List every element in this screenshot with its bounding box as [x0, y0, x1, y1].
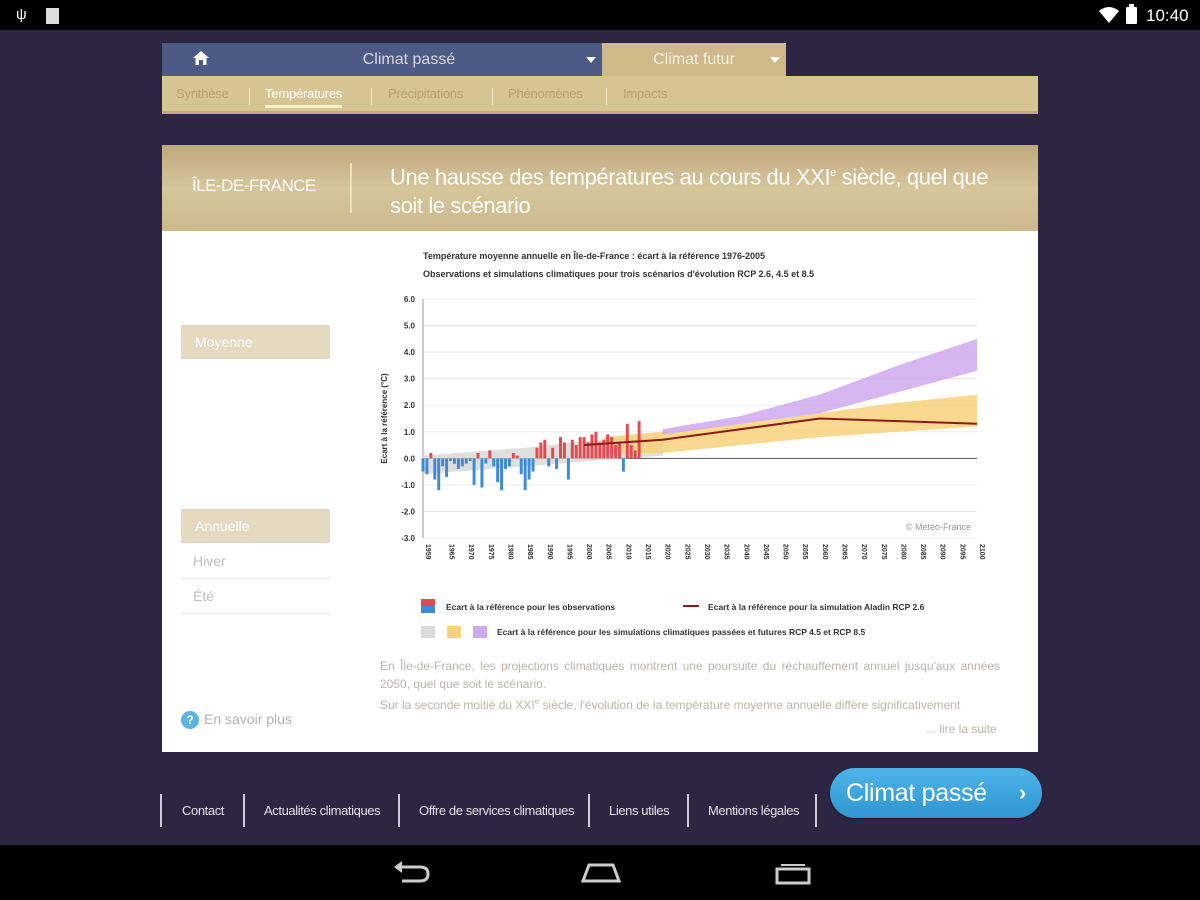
divider — [350, 163, 352, 213]
legend-label-aladin: Ecart à la référence pour la simulation Aladin RCP 2.6 — [708, 602, 925, 612]
observation-bar — [575, 445, 578, 458]
observation-bar — [634, 450, 637, 458]
x-tick-label: 2050 — [781, 544, 789, 560]
footer-link-mentions[interactable]: Mentions légales — [708, 803, 800, 818]
x-tick-label: 2025 — [683, 544, 691, 560]
x-tick-label: 2085 — [919, 544, 927, 560]
x-tick-label: 1980 — [506, 544, 514, 560]
more-info-label: En savoir plus — [204, 711, 292, 727]
legend-swatch-obs-blue — [421, 606, 435, 613]
tab-climat-futur-label: Climat futur — [653, 51, 735, 68]
x-tick-label: 2055 — [801, 544, 809, 560]
observation-bar — [473, 458, 476, 485]
observation-bar — [433, 458, 436, 479]
observation-bar — [480, 458, 483, 487]
divider — [249, 88, 250, 105]
observation-bar — [555, 458, 558, 469]
subnav-precipitations[interactable]: Précipitations — [388, 86, 464, 101]
home-nav-icon[interactable] — [579, 861, 623, 883]
observation-bar — [469, 458, 472, 461]
observation-bar — [524, 458, 527, 490]
observation-bar — [488, 450, 491, 458]
divider — [371, 88, 372, 105]
y-axis-label: Ecart à la référence (°C) — [380, 373, 389, 464]
climat-passe-button[interactable] — [830, 768, 1042, 818]
observation-bar — [539, 442, 542, 458]
x-tick-label: 2075 — [879, 544, 887, 560]
sdcard-icon — [46, 8, 59, 24]
chevron-right-icon: › — [1018, 780, 1026, 805]
x-tick-label: 2045 — [761, 544, 769, 560]
y-tick-label: -2.0 — [401, 507, 415, 517]
legend-label-obs: Ecart à la référence pour les observations — [446, 602, 616, 612]
legend-label-sims: Ecart à la référence pour les simulations climatiques passées et futures RCP 4.5 et RCP 8.5 — [497, 627, 866, 637]
help-icon: ? — [181, 711, 199, 729]
divider — [687, 794, 689, 827]
observation-bar — [532, 458, 535, 471]
observation-bar — [520, 458, 523, 474]
x-tick-label: 1990 — [545, 544, 553, 560]
divider — [492, 88, 493, 105]
chevron-down-icon — [770, 57, 780, 63]
observation-bar — [535, 448, 538, 459]
tab-climat-futur[interactable] — [602, 43, 786, 76]
y-tick-label: 4.0 — [403, 348, 415, 358]
y-tick-label: -1.0 — [401, 480, 415, 490]
x-tick-label: 2090 — [938, 544, 946, 560]
x-tick-label: 2070 — [860, 544, 868, 560]
home-icon — [192, 50, 210, 66]
x-tick-label: 2005 — [604, 544, 612, 560]
x-tick-label: 2020 — [663, 544, 671, 560]
description-paragraph: En Île-de-France, les projections climatiques montrent une poursuite du réchauffement annuel jusqu'aux années 2050, quel que soit le scénario. — [380, 659, 1000, 691]
x-tick-label: 1995 — [565, 544, 573, 560]
divider — [243, 794, 245, 827]
footer-link-liens[interactable]: Liens utiles — [609, 803, 670, 818]
footer-link-actualites[interactable]: Actualités climatiques — [264, 803, 381, 818]
cta-label: Climat passé — [846, 779, 987, 807]
observation-bar — [425, 458, 428, 474]
panel-header — [162, 145, 1038, 231]
observation-bar — [500, 458, 503, 490]
x-tick-label: 2030 — [702, 544, 710, 560]
x-tick-label: 2040 — [742, 544, 750, 560]
x-tick-label: 1985 — [526, 544, 534, 560]
observation-bar — [563, 442, 566, 458]
legend-swatch-grey — [421, 626, 435, 638]
observation-bar — [602, 440, 605, 459]
observation-bar — [453, 458, 456, 463]
more-info-link[interactable] — [181, 711, 292, 729]
observation-bar — [437, 458, 440, 490]
observation-bar — [492, 458, 495, 466]
description — [380, 657, 1000, 714]
observation-bar — [441, 458, 444, 466]
region-label: ÎLE-DE-FRANCE — [192, 176, 316, 195]
x-tick-label: 1970 — [467, 544, 475, 560]
status-bar — [0, 0, 1200, 30]
sub-navigation — [162, 76, 1038, 114]
description-paragraph: Sur la seconde moitié du XXIe siècle, l'évolution de la température moyenne annuelle diffère significativement — [380, 697, 961, 712]
divider — [398, 794, 400, 827]
observation-bar — [618, 442, 621, 458]
observation-bar — [622, 458, 625, 471]
divider — [160, 794, 162, 827]
page-title: Une hausse des températures au cours du XXIe siècle, quel que soit le scénario — [390, 164, 989, 219]
y-tick-label: 5.0 — [403, 321, 415, 331]
filter-annuelle[interactable]: Annuelle — [181, 509, 330, 543]
filter-hiver[interactable]: Hiver — [181, 544, 330, 579]
tab-home[interactable] — [162, 43, 240, 76]
observation-bar — [590, 434, 593, 458]
battery-icon — [1126, 7, 1137, 24]
x-tick-label: 2035 — [722, 544, 730, 560]
subnav-synthese[interactable]: Synthèse — [176, 86, 229, 101]
subnav-impacts[interactable]: Impacts — [623, 86, 668, 101]
wifi-icon — [1098, 5, 1120, 25]
observation-bar — [508, 458, 511, 466]
y-tick-label: -3.0 — [401, 534, 415, 543]
divider — [606, 88, 607, 105]
chart-canvas — [377, 245, 1007, 645]
filter-moyenne[interactable]: Moyenne — [181, 325, 330, 359]
observation-bar — [543, 440, 546, 459]
x-tick-label: 1975 — [486, 544, 494, 560]
x-tick-label: 2015 — [644, 544, 652, 560]
observation-bar — [630, 445, 633, 458]
x-tick-label: 2010 — [624, 544, 632, 560]
x-tick-label: 1965 — [447, 544, 455, 560]
footer-link-offre[interactable]: Offre de services climatiques — [419, 803, 575, 818]
clock: 10:40 — [1146, 6, 1189, 25]
observation-bar — [614, 445, 617, 458]
y-tick-label: 2.0 — [403, 401, 415, 411]
observation-bar — [606, 434, 609, 458]
watermark: © Météo-France — [905, 522, 971, 532]
filter-ete[interactable]: Été — [181, 579, 330, 614]
y-tick-label: 0.0 — [403, 454, 415, 464]
observation-bar — [461, 458, 464, 466]
observation-bar — [551, 448, 554, 459]
x-tick-label: 2000 — [585, 544, 593, 560]
x-tick-label: 2100 — [978, 544, 985, 560]
y-tick-label: 1.0 — [403, 427, 415, 437]
observation-bar — [449, 458, 452, 461]
observation-bar — [422, 458, 425, 471]
observation-bar — [638, 421, 641, 458]
observation-bar — [504, 458, 507, 469]
observation-bar — [457, 458, 460, 469]
back-icon[interactable] — [390, 861, 432, 885]
legend-swatch-orange — [447, 626, 461, 638]
observation-bar — [610, 437, 613, 458]
chart-title: Température moyenne annuelle en Île-de-France : écart à la référence 1976-2005 — [423, 251, 765, 261]
observation-bar — [528, 458, 531, 479]
chart-subtitle: Observations et simulations climatiques pour trois scénarios d'évolution RCP 2.6, 4.5 et 8.5 — [423, 269, 815, 279]
subnav-phenomenes[interactable]: Phénomènes — [508, 86, 583, 101]
x-tick-label: 2065 — [840, 544, 848, 560]
x-tick-label: 2080 — [899, 544, 907, 560]
legend-swatch-obs-red — [421, 599, 435, 606]
x-tick-label: 2095 — [958, 544, 966, 560]
observation-bar — [571, 440, 574, 459]
observation-bar — [583, 437, 586, 458]
read-more-link[interactable]: ... lire la suite — [926, 722, 997, 736]
observation-bar — [579, 437, 582, 458]
tab-climat-passe[interactable] — [240, 43, 602, 76]
observation-bar — [484, 458, 487, 463]
y-tick-label: 6.0 — [403, 295, 415, 304]
footer-link-contact[interactable]: Contact — [182, 803, 225, 818]
observation-bar — [465, 458, 468, 463]
observation-bar — [512, 453, 515, 458]
observation-bar — [429, 453, 432, 458]
observation-bar — [559, 437, 562, 458]
divider — [815, 794, 817, 827]
content-panel — [162, 145, 1038, 752]
observation-bar — [567, 458, 570, 479]
usb-icon: ψ — [16, 6, 27, 23]
subnav-temperatures[interactable]: Températures — [265, 86, 343, 101]
tab-climat-passe-label: Climat passé — [362, 51, 456, 68]
temperature-chart — [377, 245, 1007, 645]
observation-bar — [547, 458, 550, 466]
main-tabs — [162, 43, 735, 76]
system-nav-bar — [0, 845, 1200, 900]
observation-bar — [496, 458, 499, 482]
x-tick-label: 2060 — [820, 544, 828, 560]
y-tick-label: 3.0 — [403, 374, 415, 384]
observation-bar — [477, 453, 480, 458]
observation-bar — [445, 458, 448, 477]
x-tick-label: 1959 — [424, 544, 431, 560]
observation-bar — [516, 456, 519, 459]
chevron-down-icon — [586, 57, 596, 63]
divider — [588, 794, 590, 827]
legend-swatch-purple — [473, 626, 487, 638]
recents-icon[interactable] — [771, 861, 813, 885]
